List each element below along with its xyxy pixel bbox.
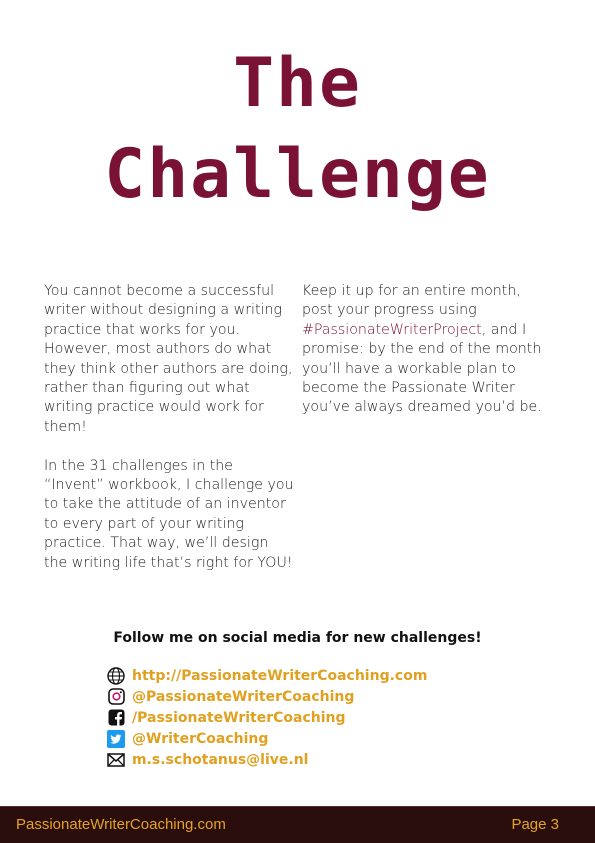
facebook-link-row[interactable] [106, 707, 427, 728]
promise-text-start: Keep it up for an entire month, post your progress using [302, 283, 521, 319]
social-links [106, 665, 427, 770]
footer-site-link[interactable]: PassionateWriterCoaching.com [16, 816, 226, 833]
globe-icon [106, 666, 126, 686]
promise-paragraph [302, 282, 548, 418]
twitter-link-row[interactable] [106, 728, 427, 749]
twitter-link[interactable]: @WriterCoaching [132, 730, 269, 747]
instagram-link-row[interactable] [106, 686, 427, 707]
intro-paragraph: You cannot become a successful writer without designing a writing practice that works for you. However, most authors do what they think other authors are doing, rather than figuring out what writing practice would work for them! [44, 283, 293, 435]
left-column [44, 282, 294, 592]
email-link-row[interactable] [106, 749, 427, 770]
facebook-link[interactable]: /PassionateWriterCoaching [132, 709, 346, 726]
page-footer [0, 806, 595, 843]
page-title-line-1: The [233, 44, 362, 123]
follow-heading: Follow me on social media for new challenges! [113, 630, 482, 646]
promise-text-end: , and I promise: by the end of the month you’ll have a workable plan to become the Passionate Writer you’ve always dreamed you’d be. [302, 321, 542, 416]
challenge-paragraph: In the 31 challenges in the “Invent” workbook, I challenge you to take the attitude of an inventor to every part of your writing practice. That way, we’ll design the writing life that’s right for YOU! [44, 457, 294, 571]
page-title-line-2: Challenge [104, 135, 491, 214]
instagram-link[interactable]: @PassionateWriterCoaching [132, 688, 355, 705]
hashtag-link[interactable]: #PassionateWriterProject [302, 321, 482, 338]
email-link[interactable]: m.s.schotanus@live.nl [132, 751, 309, 768]
website-link-row[interactable] [106, 665, 427, 686]
facebook-icon [106, 708, 126, 728]
right-column [302, 282, 548, 437]
instagram-icon [106, 687, 126, 707]
page-number: Page 3 [511, 816, 559, 833]
website-link[interactable]: http://PassionateWriterCoaching.com [132, 667, 428, 684]
envelope-icon [106, 750, 126, 770]
twitter-icon [106, 729, 126, 749]
